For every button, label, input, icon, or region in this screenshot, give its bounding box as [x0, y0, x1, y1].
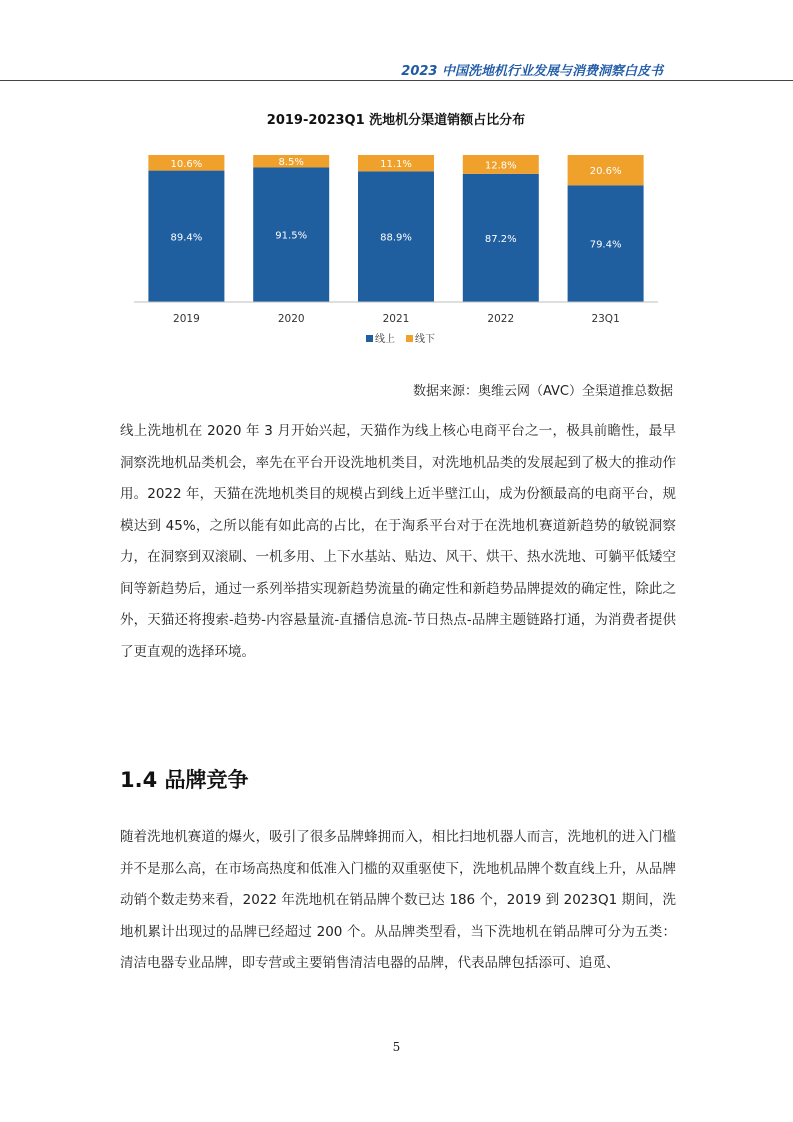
chart-bars: [148, 155, 643, 302]
data-label-offline-2020: 8.5%: [278, 157, 304, 169]
data-label-online-2019: 89.4%: [170, 232, 203, 244]
header-divider: [0, 80, 793, 81]
data-label-offline-2021: 11.1%: [380, 159, 412, 171]
data-label-online-2020: 91.5%: [275, 230, 308, 242]
data-label-offline-2019: 10.6%: [170, 158, 203, 170]
x-tick-label-2020: 2020: [277, 313, 305, 325]
data-label-online-2022: 87.2%: [484, 233, 517, 245]
data-source-note: 数据来源：奥维云网（AVC）全渠道推总数据: [412, 384, 673, 399]
legend-label-online: 线上: [375, 334, 395, 345]
chart-legend: [366, 332, 435, 345]
x-tick-label-2022: 2022: [487, 313, 515, 325]
header-title: 2023 中国洗地机行业发展与消费洞察白皮书: [401, 64, 663, 79]
paragraph-online-growth: 线上洗地机在 2020 年 3 月开始兴起，天猫作为线上核心电商平台之一，极具前瞻性，最早洞察洗地机品类机会，率先在平台开设洗地机类目，对洗地机品类的发展起到了极大的推动作用。2022 年，天猫在洗地机类目的规模占到线上近半壁江山，成为份额最高的电商平台，规模达到 45%，之所以能有如此高的占比，在于淘系平台对于在洗地机赛道新趋势的敏锐洞察力，在洞察到双滚刷、一机多用、上下水基站、贴边、风干、烘干、热水洗地、可躺平低矮空间等新趋势后，通过一系列举措实现新趋势流量的确定性和新趋势品牌提效的确定性，除此之外，天猫还将搜索-趋势-内容悬量流-直播信息流-节日热点-品牌主题链路打通，为消费者提供了更直观的选择环境。: [120, 423, 676, 660]
paragraph-brand-competition: 随着洗地机赛道的爆火，吸引了很多品牌蜂拥而入，相比扫地机器人而言，洗地机的进入门槛并不是那么高，在市场高热度和低准入门槛的双重驱使下，洗地机品牌个数直线上升，从品牌动销个数走势来看，2022 年洗地机在销品牌个数已达 186 个，2019 到 2023Q1 期间，洗地机累计出现过的品牌已经超过 200 个。从品牌类型看，当下洗地机在销品牌可分为五类：清洁电器专业品牌，即专营或主要销售清洁电器的品牌，代表品牌包括添可、追觅、: [120, 829, 676, 971]
channel-sales-chart: [0, 100, 793, 360]
page-number: 5: [392, 1040, 401, 1054]
section-heading: 1.4 品牌竞争: [120, 768, 249, 792]
x-axis-ticks: [173, 313, 620, 325]
data-label-online-23Q1: 79.4%: [589, 239, 622, 251]
x-tick-label-2021: 2021: [382, 313, 410, 325]
data-label-offline-23Q1: 20.6%: [589, 166, 622, 178]
data-label-offline-2022: 12.8%: [484, 160, 517, 172]
legend-swatch-offline: [406, 335, 413, 342]
x-tick-label-23Q1: 23Q1: [591, 313, 620, 325]
legend-label-offline: 线下: [415, 334, 435, 345]
x-tick-label-2019: 2019: [173, 313, 200, 325]
chart-title: 2019-2023Q1 洗地机分渠道销额占比分布: [266, 113, 526, 128]
data-label-online-2021: 88.9%: [380, 232, 412, 244]
legend-swatch-online: [366, 335, 373, 342]
